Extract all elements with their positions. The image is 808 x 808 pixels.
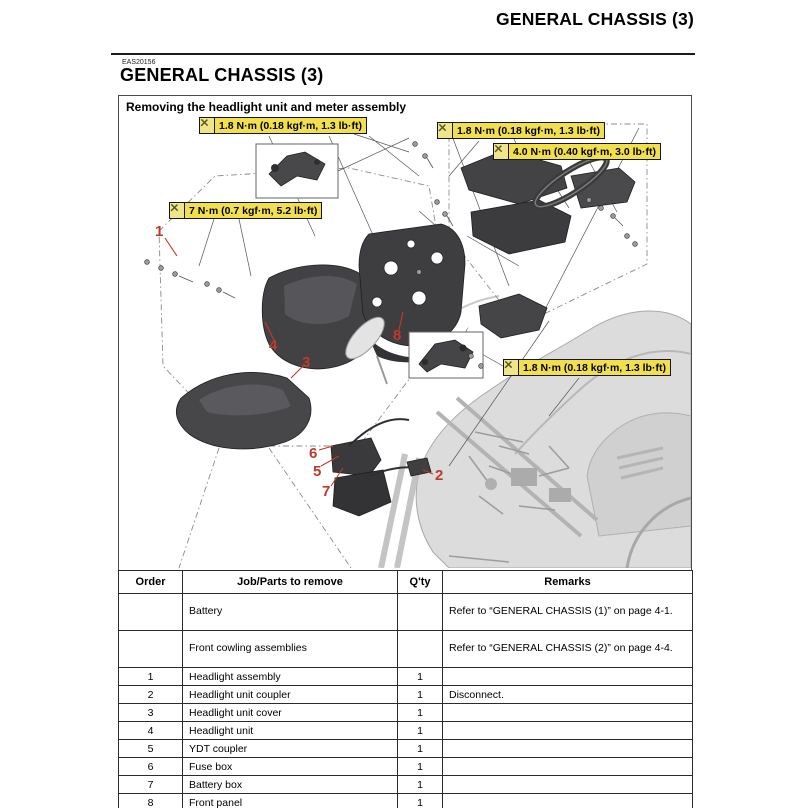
page-header-title: GENERAL CHASSIS (3): [496, 9, 694, 29]
cell-job: Headlight unit coupler: [183, 686, 398, 704]
cell-job: Battery box: [183, 776, 398, 794]
cell-job: Front cowling assemblies: [183, 631, 398, 668]
torque-wrench-icon: [504, 360, 519, 375]
cell-remarks: [443, 668, 693, 686]
cell-job: YDT coupler: [183, 740, 398, 758]
cell-job: Headlight unit cover: [183, 704, 398, 722]
cell-job: Headlight unit: [183, 722, 398, 740]
callout-8: 8: [393, 327, 402, 344]
callout-1: 1: [155, 223, 164, 240]
figure-box: [118, 95, 692, 571]
table-row: [119, 594, 693, 631]
callout-5: 5: [313, 463, 322, 480]
table-row: [119, 631, 693, 668]
section-code: EAS20156: [122, 59, 156, 66]
cell-qty: [398, 631, 443, 668]
cell-qty: 1: [398, 776, 443, 794]
torque-value: 1.8 N·m (0.18 kgf·m, 1.3 lb·ft): [523, 361, 666, 374]
table-row: [119, 740, 693, 758]
table-row: [119, 686, 693, 704]
header-qty: Q'ty: [398, 571, 443, 594]
torque-label-1: [199, 117, 367, 134]
table-row: [119, 776, 693, 794]
cell-remarks: [443, 704, 693, 722]
torque-value: 1.8 N·m (0.18 kgf·m, 1.3 lb·ft): [457, 124, 600, 137]
cell-remarks: Disconnect.: [443, 686, 693, 704]
cell-job: Headlight assembly: [183, 668, 398, 686]
callout-3: 3: [302, 354, 311, 371]
callout-7: 7: [322, 483, 331, 500]
figure-title: Removing the headlight unit and meter assembly: [126, 100, 407, 114]
cell-qty: 1: [398, 758, 443, 776]
cell-order: 6: [119, 758, 183, 776]
cell-job: Front panel: [183, 794, 398, 808]
cell-order: 4: [119, 722, 183, 740]
cell-order: 8: [119, 794, 183, 808]
header-order: Order: [119, 571, 183, 594]
cell-qty: 1: [398, 704, 443, 722]
cell-qty: 1: [398, 722, 443, 740]
callout-2: 2: [435, 467, 444, 484]
header-job: Job/Parts to remove: [183, 571, 398, 594]
cell-order: 2: [119, 686, 183, 704]
exploded-diagram-illustration: [119, 116, 691, 568]
cell-remarks: [443, 758, 693, 776]
torque-wrench-icon: [170, 203, 185, 218]
cell-remarks: [443, 776, 693, 794]
cell-order: 5: [119, 740, 183, 758]
cell-order: 3: [119, 704, 183, 722]
torque-label-4: [169, 202, 322, 219]
header-remarks: Remarks: [443, 571, 693, 594]
torque-wrench-icon: [200, 118, 215, 133]
table-row: [119, 668, 693, 686]
cell-qty: 1: [398, 740, 443, 758]
cell-order: 7: [119, 776, 183, 794]
cell-order: 1: [119, 668, 183, 686]
cell-order: [119, 594, 183, 631]
section-title: GENERAL CHASSIS (3): [120, 65, 324, 85]
torque-value: 4.0 N·m (0.40 kgf·m, 3.0 lb·ft): [513, 145, 656, 158]
callout-6: 6: [309, 445, 318, 462]
cell-job: Fuse box: [183, 758, 398, 776]
cell-qty: 1: [398, 686, 443, 704]
cell-remarks: Refer to “GENERAL CHASSIS (2)” on page 4-4.: [443, 631, 693, 668]
cell-qty: 1: [398, 794, 443, 808]
torque-wrench-icon: [494, 144, 509, 159]
cell-remarks: [443, 740, 693, 758]
table-row: [119, 758, 693, 776]
cell-job: Battery: [183, 594, 398, 631]
table-row: [119, 722, 693, 740]
header-rule: [111, 53, 695, 55]
torque-value: 1.8 N·m (0.18 kgf·m, 1.3 lb·ft): [219, 119, 362, 132]
cell-remarks: [443, 794, 693, 808]
table-row: [119, 704, 693, 722]
table-row: [119, 794, 693, 808]
cell-order: [119, 631, 183, 668]
torque-label-3: [493, 143, 661, 160]
cell-qty: [398, 594, 443, 631]
cell-qty: 1: [398, 668, 443, 686]
callout-4: 4: [269, 337, 278, 354]
exploded-diagram: [119, 116, 691, 568]
torque-label-5: [503, 359, 671, 376]
cell-remarks: Refer to “GENERAL CHASSIS (1)” on page 4-1.: [443, 594, 693, 631]
parts-table: [118, 570, 693, 808]
torque-value: 7 N·m (0.7 kgf·m, 5.2 lb·ft): [189, 204, 318, 217]
table-header-row: [119, 571, 693, 594]
cell-remarks: [443, 722, 693, 740]
torque-label-2: [437, 122, 605, 139]
torque-wrench-icon: [438, 123, 453, 138]
